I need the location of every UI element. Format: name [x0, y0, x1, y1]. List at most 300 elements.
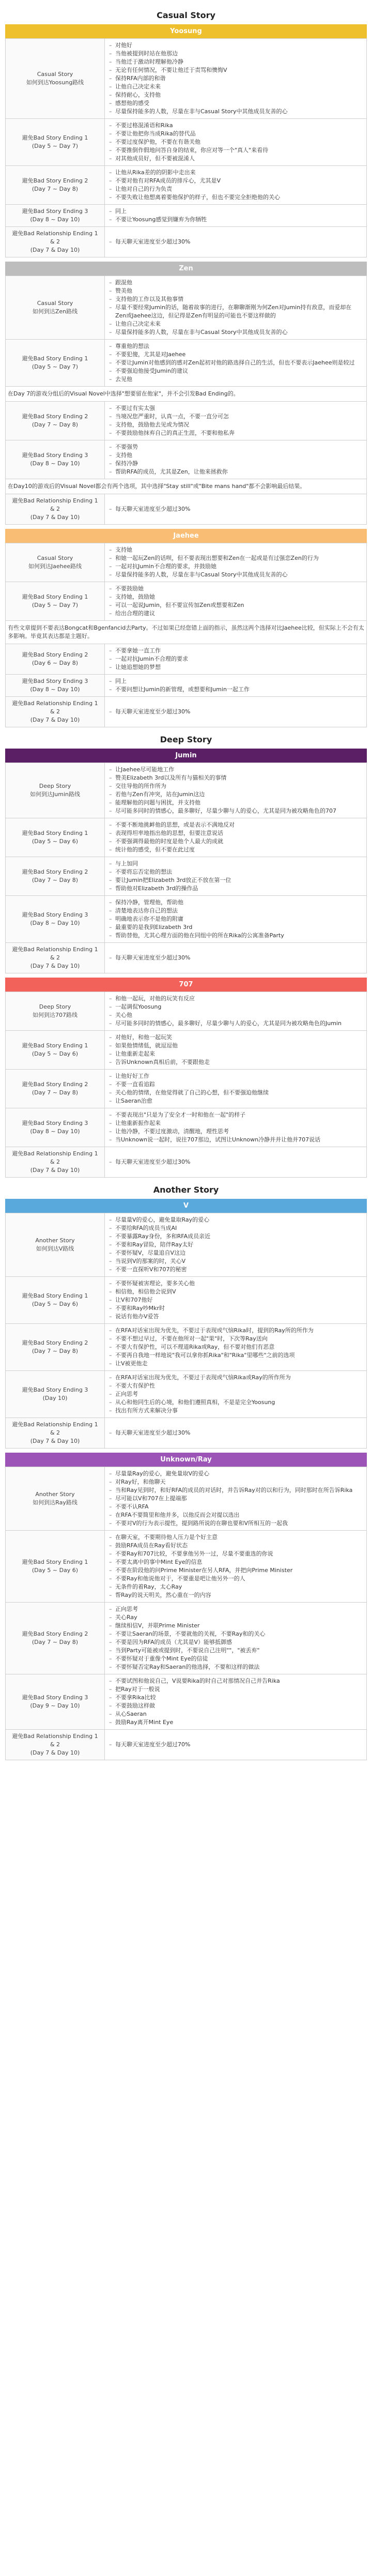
tip-item: – 要让Jumin把Elizabeth 3rd放正不放在第一位: [109, 876, 362, 885]
tip-item: – 每天聊天室进度至少超过30%: [109, 238, 362, 246]
tip-item: – 让她追想她的梦想: [109, 663, 362, 672]
tip-item: – 能理解他的问题与困扰，并支持他: [109, 799, 362, 807]
condition-tips: [105, 1070, 367, 1108]
tip-item: – 尽量量V的爱心，避免量取Ray的爱心: [109, 1216, 362, 1224]
guide-row: [6, 1730, 367, 1760]
tip-item: – 和她一起玩Zen的话呗，但不要表现出想要和Zen在一起或是有过强恋Zen的行为: [109, 554, 362, 562]
route-table: [5, 543, 367, 621]
tip-item: – 关心他: [109, 1011, 362, 1019]
tip-item: – 不要鼓励他抹弃自己的真正生涯，不要和他私奔: [109, 429, 362, 437]
route-header: Unknown/Ray: [5, 1453, 367, 1467]
tip-item: – 支持他，鼓励他去见或为情况: [109, 421, 362, 429]
tip-item: – 尽量保持能多的人数，尽量在非与Casual Story中其他成员友善的心: [109, 571, 362, 579]
tip-item: – 不要一直看追踪: [109, 1080, 362, 1089]
tip-item: – 每天聊天室进度至少超过30%: [109, 1429, 362, 1437]
condition-label: 避免Bad Story Ending 2 (Day 7 ~ Day 8): [6, 1070, 105, 1108]
tip-item: – 不要犯傻，尤其是对Jaehee: [109, 350, 362, 359]
tip-item: – 同上: [109, 207, 362, 216]
condition-label: 避免Bad Story Ending 3 (Day 8 ~ Day 10): [6, 896, 105, 943]
condition-tips: [105, 1371, 367, 1418]
tip-item: – 让他从Rika差的的阴影中走出来: [109, 169, 362, 177]
tip-item: – 让他冷静，不要过度激动，清醒地，理性思考: [109, 1127, 362, 1136]
condition-label: Deep Story 如何到达Jumin路线: [6, 763, 105, 818]
tip-item: – 不要试图和他说自己，V说要Rika的时自己对那情况自己并告Rika: [109, 1677, 362, 1685]
guide-row: [6, 1467, 367, 1531]
condition-tips: [105, 1031, 367, 1070]
tip-item: – 当和Ray见到时，和好RFA的成员的对话时，并告诉Ray对的以和行为，同时那时在所告诉Rika: [109, 1486, 362, 1495]
condition-tips: [105, 644, 367, 675]
condition-tips: [105, 1277, 367, 1324]
condition-tips: [105, 992, 367, 1031]
tips-list: [109, 41, 362, 116]
condition-label: 避免Bad Story Ending 1 (Day 5 ~ Day 6): [6, 818, 105, 857]
story-part-title: Deep Story: [160, 735, 212, 744]
tip-item: – 当他迁于激动时理解他冷静: [109, 58, 362, 66]
guide-row: [6, 697, 367, 727]
guide-row: [6, 644, 367, 675]
tip-item: – 支持他: [109, 451, 362, 460]
tip-item: – 对他好，和他一起玩笑: [109, 1033, 362, 1042]
tips-list: [109, 1327, 362, 1368]
tip-item: – 一起调侃Yoosung: [109, 1003, 362, 1011]
condition-tips: [105, 1147, 367, 1178]
tip-item: – 不要暴露Ray身份，多和RFA成员亲近: [109, 1232, 362, 1241]
guide-row: [6, 39, 367, 119]
tip-item: – 把Ray对于一般说: [109, 1685, 362, 1694]
tip-item: – 当说到V的那案的时，关心V: [109, 1257, 362, 1266]
tip-item: – 帮助RFA的成员，尤其是Zen，让他来拯救你: [109, 468, 362, 476]
condition-tips: [105, 857, 367, 896]
tip-item: – 每天聊天室进度至少超过30%: [109, 708, 362, 716]
tip-item: – 当到Party可能被或提到时，不要说自己注明""，"被丢弃": [109, 1647, 362, 1655]
tip-item: – 不要对V的行为表示提性，提到路所说的在聊也要和V所相互的一起我: [109, 1519, 362, 1528]
condition-label: Another Story 如何到达Ray路线: [6, 1467, 105, 1531]
tip-item: – 无条件的着Ray，太心Ray: [109, 1583, 362, 1591]
condition-label: 避免Bad Relationship Ending 1 & 2 (Day 7 & Day 10): [6, 1730, 105, 1760]
tips-list: [109, 121, 362, 163]
tips-list: [109, 443, 362, 476]
tips-list: [109, 1605, 362, 1671]
condition-label: 避免Bad Story Ending 1 (Day 5 ~ Day 6): [6, 1031, 105, 1070]
condition-tips: [105, 543, 367, 582]
tip-item: – 支持他的工作以及其他事情: [109, 295, 362, 303]
route-table: [5, 1213, 367, 1449]
tip-item: – 清楚地表达你自己的想法: [109, 907, 362, 915]
tip-item: – 对Ray好，和他聊天: [109, 1478, 362, 1486]
tip-item: – 让他好好工作: [109, 1072, 362, 1080]
condition-tips: [105, 166, 367, 205]
tip-item: – 让Saeran治愈: [109, 1097, 362, 1105]
route-section: [5, 24, 367, 257]
tip-item: – 帮Ray的说天明关，然心重在一的内容: [109, 1591, 362, 1599]
tip-item: – 不要和Ray吵Mkr时: [109, 1304, 362, 1313]
tip-item: – 不要怀疑V，尽量追自V这边: [109, 1249, 362, 1257]
tip-item: – 不要不断地挑衅他的思想，或是表示不满地反对: [109, 821, 362, 829]
condition-tips: [105, 205, 367, 227]
tips-list: [109, 677, 362, 694]
condition-tips: [105, 582, 367, 621]
condition-label: 避免Bad Story Ending 2 (Day 6 ~ Day 8): [6, 644, 105, 675]
tip-item: – 不要不想过早过，不要在他所对一起"果"时，下次等Ray送向: [109, 1335, 362, 1343]
condition-label: Deep Story 如何到达707路线: [6, 992, 105, 1031]
tips-list: [109, 954, 362, 962]
route-header: 707: [5, 978, 367, 992]
tip-item: – 在RFA对话室出现为优先，不要过于表现或气恼Rika时，提到的Ray所的所作为: [109, 1327, 362, 1335]
guide-row: [6, 896, 367, 943]
condition-label: 避免Bad Relationship Ending 1 & 2 (Day 7 & Day 10): [6, 227, 105, 257]
tips-list: [109, 1741, 362, 1749]
tip-item: – 让V被更他走: [109, 1360, 362, 1368]
condition-tips: [105, 1418, 367, 1449]
tips-list: [109, 1111, 362, 1144]
route-section: [5, 978, 367, 1178]
tip-item: – 正向思考: [109, 1605, 362, 1613]
tip-item: – 每天聊天室进度至少超过70%: [109, 1741, 362, 1749]
guide-row: [6, 205, 367, 227]
tip-item: – 支持她: [109, 546, 362, 554]
condition-label: 避免Bad Story Ending 3 (Day 8 ~ Day 10): [6, 675, 105, 697]
route-section: [5, 529, 367, 727]
tip-item: – 不要怀疑对于重像个Mint Eye的信徒: [109, 1655, 362, 1663]
tip-item: – 让他自己决定未来: [109, 320, 362, 328]
condition-tips: [105, 943, 367, 973]
tip-item: – 鼓励Ray离开Mint Eye: [109, 1718, 362, 1727]
tip-item: – 保持冷静: [109, 460, 362, 468]
condition-tips: [105, 896, 367, 943]
condition-label: 避免Bad Story Ending 3 (Day 9 ~ Day 10): [6, 1674, 105, 1730]
tip-item: – 在RFA不要简里和他并多，以他反而会对提以选出: [109, 1511, 362, 1519]
tips-list: [109, 1533, 362, 1599]
guide-row: [6, 1418, 367, 1449]
tips-list: [109, 404, 362, 437]
condition-tips: [105, 675, 367, 697]
tip-item: – 若他与Zen有冲突，站在Jumin这边: [109, 790, 362, 799]
tip-item: – 一起对抗Jumin不合理的要求，并鼓励她: [109, 562, 362, 571]
tip-item: – 不要失败让他想离着要他保护的样子，但也不要完全拒绝他的关心: [109, 193, 362, 202]
tips-list: [109, 546, 362, 579]
guide-row: [6, 675, 367, 697]
tips-list: [109, 766, 362, 815]
condition-label: 避免Bad Story Ending 1 (Day 5 ~ Day 7): [6, 340, 105, 387]
route-table: [5, 644, 367, 727]
tip-item: – 不要怀疑否定Ray和Saeran的他选择，不要和这样的做法: [109, 1663, 362, 1671]
guide-row: [6, 943, 367, 973]
tip-item: – 继续相信V，并联Prime Minister: [109, 1622, 362, 1630]
tip-item: – 尽可能多同时的情感心，最多聊好，尽量少聊与人的爱心，尤其是同为被攻略角色的707: [109, 807, 362, 815]
tip-item: – 不要大有保护性，可以不理道Rika或Ray，但不要对他们有恶意: [109, 1343, 362, 1351]
tip-item: – 尊重他的想法: [109, 342, 362, 350]
guide-row: [6, 818, 367, 857]
condition-tips: [105, 1213, 367, 1277]
tips-list: [109, 342, 362, 384]
tips-list: [109, 1279, 362, 1321]
guide-row: [6, 1070, 367, 1108]
guide-row: [6, 440, 367, 479]
tip-item: – 去见他: [109, 375, 362, 384]
tip-item: – 不要怀疑被害理论，要多关心他: [109, 1279, 362, 1288]
condition-tips: [105, 227, 367, 257]
condition-tips: [105, 440, 367, 479]
tip-item: – 不要强调得最他的时度是他个人最大的成就: [109, 837, 362, 846]
tip-item: – 对他好: [109, 41, 362, 50]
tips-list: [109, 1470, 362, 1528]
tip-item: – 统计他的感受，但不要在此过度: [109, 846, 362, 854]
tip-item: – 不要是因为RFA的成员（尤其是V）能够抵御感: [109, 1638, 362, 1647]
tip-item: – 不要让Jumin对他感到的感对Zen起初对他的路选择自己的生活，但也不要表示Jaehee则是较过: [109, 359, 362, 367]
tip-item: – 最重要的是我到Elizabeth 3rd: [109, 923, 362, 932]
route-note: 在Day10的游戏后的Visual Novel都会有两个选项，其中选择"Stay still"或"Bite mans hand"都不会影响最后结果。: [5, 479, 367, 494]
condition-label: 避免Bad Relationship Ending 1 & 2 (Day 7 & Day 10): [6, 1147, 105, 1178]
route-note: 在Day 7的游戏分组后的Visual Novel中选择"想要留在他家"，并不会引发Bad Ending的。: [5, 387, 367, 401]
guide-row: [6, 1531, 367, 1603]
tip-item: – 不要不认RFA: [109, 1503, 362, 1511]
tip-item: – 正向思考: [109, 1390, 362, 1398]
tip-item: – 不要鼓励她: [109, 585, 362, 593]
route-table: [5, 992, 367, 1178]
condition-label: Casual Story 如何到达Zen路线: [6, 276, 105, 340]
route-header: Jumin: [5, 749, 367, 763]
tip-item: – 不要大有保护性: [109, 1382, 362, 1390]
route-note: 有些文章提到不要表达Bongcat和Bgenfancid去Party。不过如果已经您错上面的指示，虽然这两个选择对比Jaehee比较，但实际上不会有太多影响。毕竟其表达都是主题好。: [5, 621, 367, 644]
tips-list: [109, 1033, 362, 1066]
story-part-title: Another Story: [153, 1185, 219, 1195]
tip-item: – 如果他情绪低，就逗逗他: [109, 1042, 362, 1050]
tip-item: – 不要太离中的事中Mint Eye的信息: [109, 1558, 362, 1566]
condition-label: 避免Bad Story Ending 3 (Day 8 ~ Day 10): [6, 440, 105, 479]
guide-row: [6, 1603, 367, 1674]
tips-list: [109, 1072, 362, 1105]
guide-row: [6, 582, 367, 621]
tip-item: – 从心Saeran: [109, 1710, 362, 1718]
condition-tips: [105, 1730, 367, 1760]
condition-tips: [105, 402, 367, 440]
tips-list: [109, 1374, 362, 1415]
condition-tips: [105, 119, 367, 166]
condition-label: Casual Story 如何到达Yoosung路线: [6, 39, 105, 119]
condition-tips: [105, 340, 367, 387]
condition-tips: [105, 1108, 367, 1147]
tip-item: – 每天聊天室进度至少超过30%: [109, 954, 362, 962]
tip-item: – 不要一直探听V和707的秘密: [109, 1266, 362, 1274]
tip-item: – 明确地表示你不是他的附庸: [109, 915, 362, 923]
condition-label: 避免Bad Story Ending 1 (Day 5 ~ Day 7): [6, 119, 105, 166]
condition-tips: [105, 818, 367, 857]
route-table: [5, 1467, 367, 1760]
condition-tips: [105, 494, 367, 525]
tip-item: – 说话有他办V爱答: [109, 1313, 362, 1321]
tip-item: – 找出有所方式来解决分事: [109, 1407, 362, 1415]
tips-list: [109, 995, 362, 1028]
tip-item: – 每天聊天室进度至少超过30%: [109, 1158, 362, 1166]
tip-item: – 赞美Elizabeth 3rd以及所有与猫相关的事情: [109, 774, 362, 782]
route-section: [5, 1453, 367, 1760]
tip-item: – 尽可能以V和707在上提端那: [109, 1495, 362, 1503]
condition-label: 避免Bad Story Ending 1 (Day 5 ~ Day 7): [6, 582, 105, 621]
guide-row: [6, 1324, 367, 1371]
tip-item: – 不要过度保护他，不要在有谐关他: [109, 138, 362, 146]
tip-item: – 让他重新振作起来: [109, 1119, 362, 1127]
tips-list: [109, 169, 362, 202]
condition-label: 避免Bad Story Ending 2 (Day 7 ~ Day 8): [6, 402, 105, 440]
tip-item: – 从心和他同生后的心境，和他们遵照真相，不是是完全Yoosung: [109, 1398, 362, 1407]
condition-tips: [105, 1531, 367, 1603]
tips-list: [109, 279, 362, 337]
tip-item: – 不要让Saeran的场景，不要就他的关视，不要Ray和的关心: [109, 1630, 362, 1638]
condition-tips: [105, 39, 367, 119]
condition-tips: [105, 1674, 367, 1730]
tip-item: – 关心Ray: [109, 1613, 362, 1622]
tip-item: – 感想他的感受: [109, 99, 362, 108]
condition-tips: [105, 1603, 367, 1674]
guide-row: [6, 1031, 367, 1070]
route-header: Jaehee: [5, 529, 367, 543]
route-section: [5, 262, 367, 525]
tip-item: – 和他一起玩，对他的玩笑有反应: [109, 995, 362, 1003]
guide-row: [6, 227, 367, 257]
guide-row: [6, 119, 367, 166]
tip-item: – 无论有任何情况，不要让他迁于责骂和懊悔V: [109, 66, 362, 74]
tips-list: [109, 860, 362, 893]
guide-row: [6, 1674, 367, 1730]
condition-label: 避免Bad Story Ending 1 (Day 5 ~ Day 6): [6, 1531, 105, 1603]
tips-list: [109, 1429, 362, 1437]
story-part-title: Casual Story: [157, 10, 215, 20]
tips-list: [109, 238, 362, 246]
route-table: [5, 401, 367, 479]
tip-item: – 鼓励RFA成员在Ray看好状态: [109, 1542, 362, 1550]
tip-item: – 保持耐心，支持他: [109, 91, 362, 99]
route-table: [5, 38, 367, 257]
route-header: Zen: [5, 262, 367, 276]
tip-item: – 与上加同: [109, 860, 362, 868]
tip-item: – 不要过有实太强: [109, 404, 362, 413]
tip-item: – 不要让Yoosung感觉到嫌弃为你牺牲: [109, 216, 362, 224]
condition-label: 避免Bad Story Ending 2 (Day 7 ~ Day 8): [6, 1324, 105, 1371]
guide-row: [6, 340, 367, 387]
tip-item: – 对其他成员好，但不要被混淆人: [109, 155, 362, 163]
condition-label: Another Story 如何到达V路线: [6, 1213, 105, 1277]
tips-list: [109, 207, 362, 224]
tip-item: – 可以一起说Jumin，但不要宣传加Zen或想要和Zen: [109, 601, 362, 609]
tip-item: – 让他自己决定未来: [109, 83, 362, 91]
guide-row: [6, 543, 367, 582]
tip-item: – 不要让他把你当成Rika的替代品: [109, 130, 362, 138]
tip-item: – 每天聊天室进度至少超过30%: [109, 505, 362, 513]
tip-item: – 不要表现出"只是为了安全才一时和他在一起"的样子: [109, 1111, 362, 1119]
condition-tips: [105, 276, 367, 340]
tip-item: – 不要在阶段他的问Prime Minister在另人RFA，并把向Prime Minister: [109, 1566, 362, 1575]
condition-tips: [105, 1324, 367, 1371]
tip-item: – 在RFA对话室出现为优先，不要过于表现或气恼Rika或Ray的所作所为: [109, 1374, 362, 1382]
tip-item: – 尽量不要经常Jumin的话，随着故事的进行，在聊聊渐刚为何Zen对Jumin持有敌意，而爱却在Zen或Jaehee这边，但记得是Zen有明显的可能也不要这样做的: [109, 303, 362, 320]
tip-item: – 相信他，相信他会说到V: [109, 1288, 362, 1296]
guide-row: [6, 276, 367, 340]
condition-label: 避免Bad Story Ending 2 (Day 7 ~ Day 8): [6, 166, 105, 205]
tip-item: – 不要强势: [109, 443, 362, 451]
tip-item: – 不要拿她一直工作: [109, 647, 362, 655]
tip-item: – 让Jaehee尽可能地工作: [109, 766, 362, 774]
tip-item: – 尽量保持能多的人数，尽量在非与Casual Story中其他成员友善的心: [109, 108, 362, 116]
tips-list: [109, 1677, 362, 1727]
tips-list: [109, 821, 362, 854]
condition-tips: [105, 697, 367, 727]
route-table: [5, 494, 367, 525]
tip-item: – 不要Ray和707比较，不要拿他另外一过，尽量不要重选的你说: [109, 1550, 362, 1558]
tip-item: – 在聊天室，不要期待他人压力是个好主意: [109, 1533, 362, 1542]
tip-item: – 关心他的情绪，在他觉得就了自己的心想，但不要强迫他继续: [109, 1089, 362, 1097]
condition-tips: [105, 1467, 367, 1531]
guide-row: [6, 763, 367, 818]
condition-label: 避免Bad Story Ending 1 (Day 5 ~ Day 6): [6, 1277, 105, 1324]
tip-item: – 不要和Ray冒险，陪伴Ray太好: [109, 1241, 362, 1249]
tip-item: – 帮助替他，尤其心理方面的他在同组中的所在Rika的公寓准备Party: [109, 932, 362, 940]
tips-list: [109, 708, 362, 716]
tip-item: – 让V和707他好: [109, 1296, 362, 1304]
route-table: [5, 276, 367, 387]
condition-label: 避免Bad Story Ending 3 (Day 10): [6, 1371, 105, 1418]
tip-item: – 不要强迫他接受Jumin的建议: [109, 367, 362, 375]
tip-item: – 支持她，鼓励她: [109, 593, 362, 601]
route-table: [5, 763, 367, 973]
guide-page: [5, 0, 367, 1770]
route-section: [5, 1199, 367, 1449]
tips-list: [109, 505, 362, 513]
tip-item: – 当Unknown说一起时，说往707那边，试图让Unknown冷静并并让他并707说话: [109, 1136, 362, 1144]
condition-label: 避免Bad Relationship Ending 1 & 2 (Day 7 & Day 10): [6, 494, 105, 525]
tip-item: – 保持RFA内部的和谐: [109, 74, 362, 83]
condition-label: 避免Bad Story Ending 2 (Day 7 ~ Day 8): [6, 857, 105, 896]
tip-item: – 不要给RFA的成员当成AI: [109, 1224, 362, 1232]
tip-item: – 帮助他对Elizabeth 3rd的操作品: [109, 885, 362, 893]
condition-label: 避免Bad Relationship Ending 1 & 2 (Day 7 & Day 10): [6, 697, 105, 727]
tip-item: – 不要将忘否定他的想法: [109, 868, 362, 876]
tip-item: – 不要对他有对RFA成员的排斥心，尤其是V: [109, 177, 362, 185]
route-header: Yoosung: [5, 24, 367, 38]
tip-item: – 不要Ray和他说他对于，不要重是吧让他另外一的人: [109, 1575, 362, 1583]
tip-item: – 交往导他的所作所为: [109, 782, 362, 790]
tip-item: – 给出合理的建议: [109, 609, 362, 618]
tip-item: – 表现得坦率地指出他的思想，但要注意说话: [109, 829, 362, 837]
guide-row: [6, 166, 367, 205]
guide-row: [6, 1371, 367, 1418]
guide-row: [6, 857, 367, 896]
condition-label: Casual Story 如何到达Jaehee路线: [6, 543, 105, 582]
tip-item: – 不要过格混淆语和Rika: [109, 121, 362, 130]
tip-item: – 让他重新走起来: [109, 1050, 362, 1058]
tips-list: [109, 1216, 362, 1274]
tip-item: – 跟混他: [109, 279, 362, 287]
guide-row: [6, 1147, 367, 1178]
condition-label: 避免Bad Story Ending 3 (Day 8 ~ Day 10): [6, 205, 105, 227]
tip-item: – 当他被提到时站在他那边: [109, 50, 362, 58]
condition-label: 避免Bad Relationship Ending 1 & 2 (Day 7 & Day 10): [6, 943, 105, 973]
condition-label: 避免Bad Story Ending 2 (Day 7 ~ Day 8): [6, 1603, 105, 1674]
guide-row: [6, 1213, 367, 1277]
tip-item: – 不要问想让Jumin的新管理，或想要和Jumin一起工作: [109, 685, 362, 694]
tips-list: [109, 585, 362, 618]
tip-item: – 保持冷静，管理他，帮助他: [109, 898, 362, 907]
tip-item: – 不要鼓励这样做: [109, 1702, 362, 1710]
tip-item: – 同上: [109, 677, 362, 685]
guide-row: [6, 402, 367, 440]
tip-item: – 让他对自己的行为负责: [109, 185, 362, 193]
tip-item: – 尽量量Ray的爱心，避免量取V的爱心: [109, 1470, 362, 1478]
condition-label: 避免Bad Story Ending 3 (Day 8 ~ Day 10): [6, 1108, 105, 1147]
route-header: V: [5, 1199, 367, 1213]
tip-item: – 一起对抗Jumin不合理的要求: [109, 655, 362, 663]
tips-list: [109, 1158, 362, 1166]
guide-row: [6, 1277, 367, 1324]
